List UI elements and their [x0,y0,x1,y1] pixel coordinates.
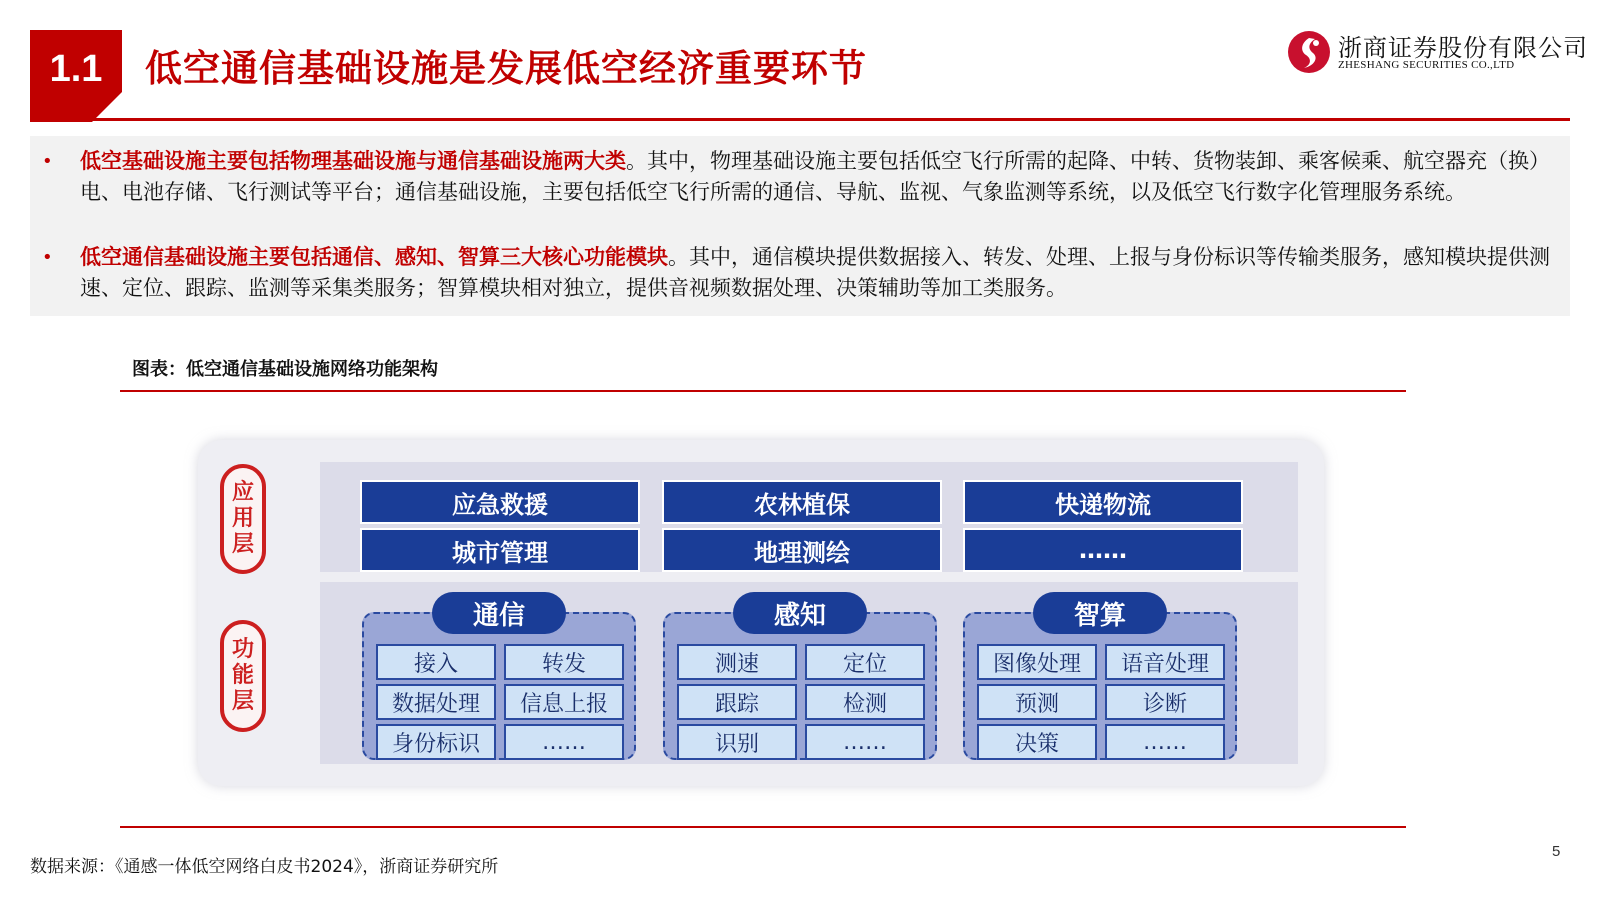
bullet-highlight: 低空基础设施主要包括物理基础设施与通信基础设施两大类 [80,149,626,173]
application-item: 快递物流 [965,482,1241,522]
module-computing [963,612,1237,760]
summary-bullet [42,242,1552,304]
application-item: …… [965,530,1241,570]
module-item: 诊断 [1105,684,1225,720]
module-item: 识别 [677,724,797,760]
logo-company-name-cn: 浙商证券股份有限公司 [1338,34,1588,62]
module-item: 身份标识 [376,724,496,760]
module-item: 语音处理 [1105,644,1225,680]
header-divider [30,118,1570,121]
application-item: 应急救援 [362,482,638,522]
module-communication [362,612,636,760]
application-layer-panel [320,462,1298,572]
module-item: …… [1105,724,1225,760]
application-item: 地理测绘 [664,530,940,570]
bullet-text [80,242,1552,304]
module-item: 定位 [805,644,925,680]
module-item: 跟踪 [677,684,797,720]
module-item: 转发 [504,644,624,680]
module-item: 图像处理 [977,644,1097,680]
figure-bottom-rule [120,826,1406,828]
module-item: 测速 [677,644,797,680]
module-item: 检测 [805,684,925,720]
architecture-diagram [198,440,1324,786]
module-item: 数据处理 [376,684,496,720]
logo-company-name-en: ZHESHANG SECURITIES CO.,LTD [1338,59,1515,71]
module-item: …… [805,724,925,760]
figure-caption: 图表：低空通信基础设施网络功能架构 [132,359,438,380]
module-item: 信息上报 [504,684,624,720]
page-title: 低空通信基础设施是发展低空经济重要环节 [145,47,867,90]
section-number: 1.1 [49,48,103,90]
bullet-body: 。其中，通信模块提供数据接入、转发、处理、上报与身份标识等传输类服务，感知模块提供测速、定位、跟踪、监测等采集类服务；智算模块相对独立，提供音视频数据处理、决策辅助等加工类服务。 [80,245,1550,300]
module-title: 感知 [733,592,867,634]
module-item: …… [504,724,624,760]
module-title: 通信 [432,592,566,634]
module-item: 接入 [376,644,496,680]
bullet-highlight: 低空通信基础设施主要包括通信、感知、智算三大核心功能模块 [80,245,668,269]
module-item: 决策 [977,724,1097,760]
application-item: 农林植保 [664,482,940,522]
bullet-text [80,146,1552,208]
zheshang-logo-icon [1286,29,1332,75]
function-layer-label: 功能层 [220,620,266,732]
figure-top-rule [120,390,1406,392]
module-sensing [663,612,937,760]
bullet-dot-icon: • [42,151,53,172]
source-note: 数据来源：《通感一体低空网络白皮书2024》，浙商证券研究所 [30,857,499,877]
module-title: 智算 [1033,592,1167,634]
summary-box [30,136,1570,316]
application-layer-label: 应用层 [220,464,266,574]
page-number: 5 [1552,843,1561,860]
function-layer-panel [320,582,1298,764]
summary-bullet [42,146,1552,208]
bullet-body: 。其中，物理基础设施主要包括低空飞行所需的起降、中转、货物装卸、乘客候乘、航空器充（换）电、电池存储、飞行测试等平台；通信基础设施，主要包括低空飞行所需的通信、导航、监视、气象监测等系统，以及低空飞行数字化管理服务系统。 [80,149,1550,204]
company-logo [1286,28,1588,78]
bullet-dot-icon: • [42,247,53,268]
module-item: 预测 [977,684,1097,720]
application-item: 城市管理 [362,530,638,570]
section-number-badge [30,30,122,122]
